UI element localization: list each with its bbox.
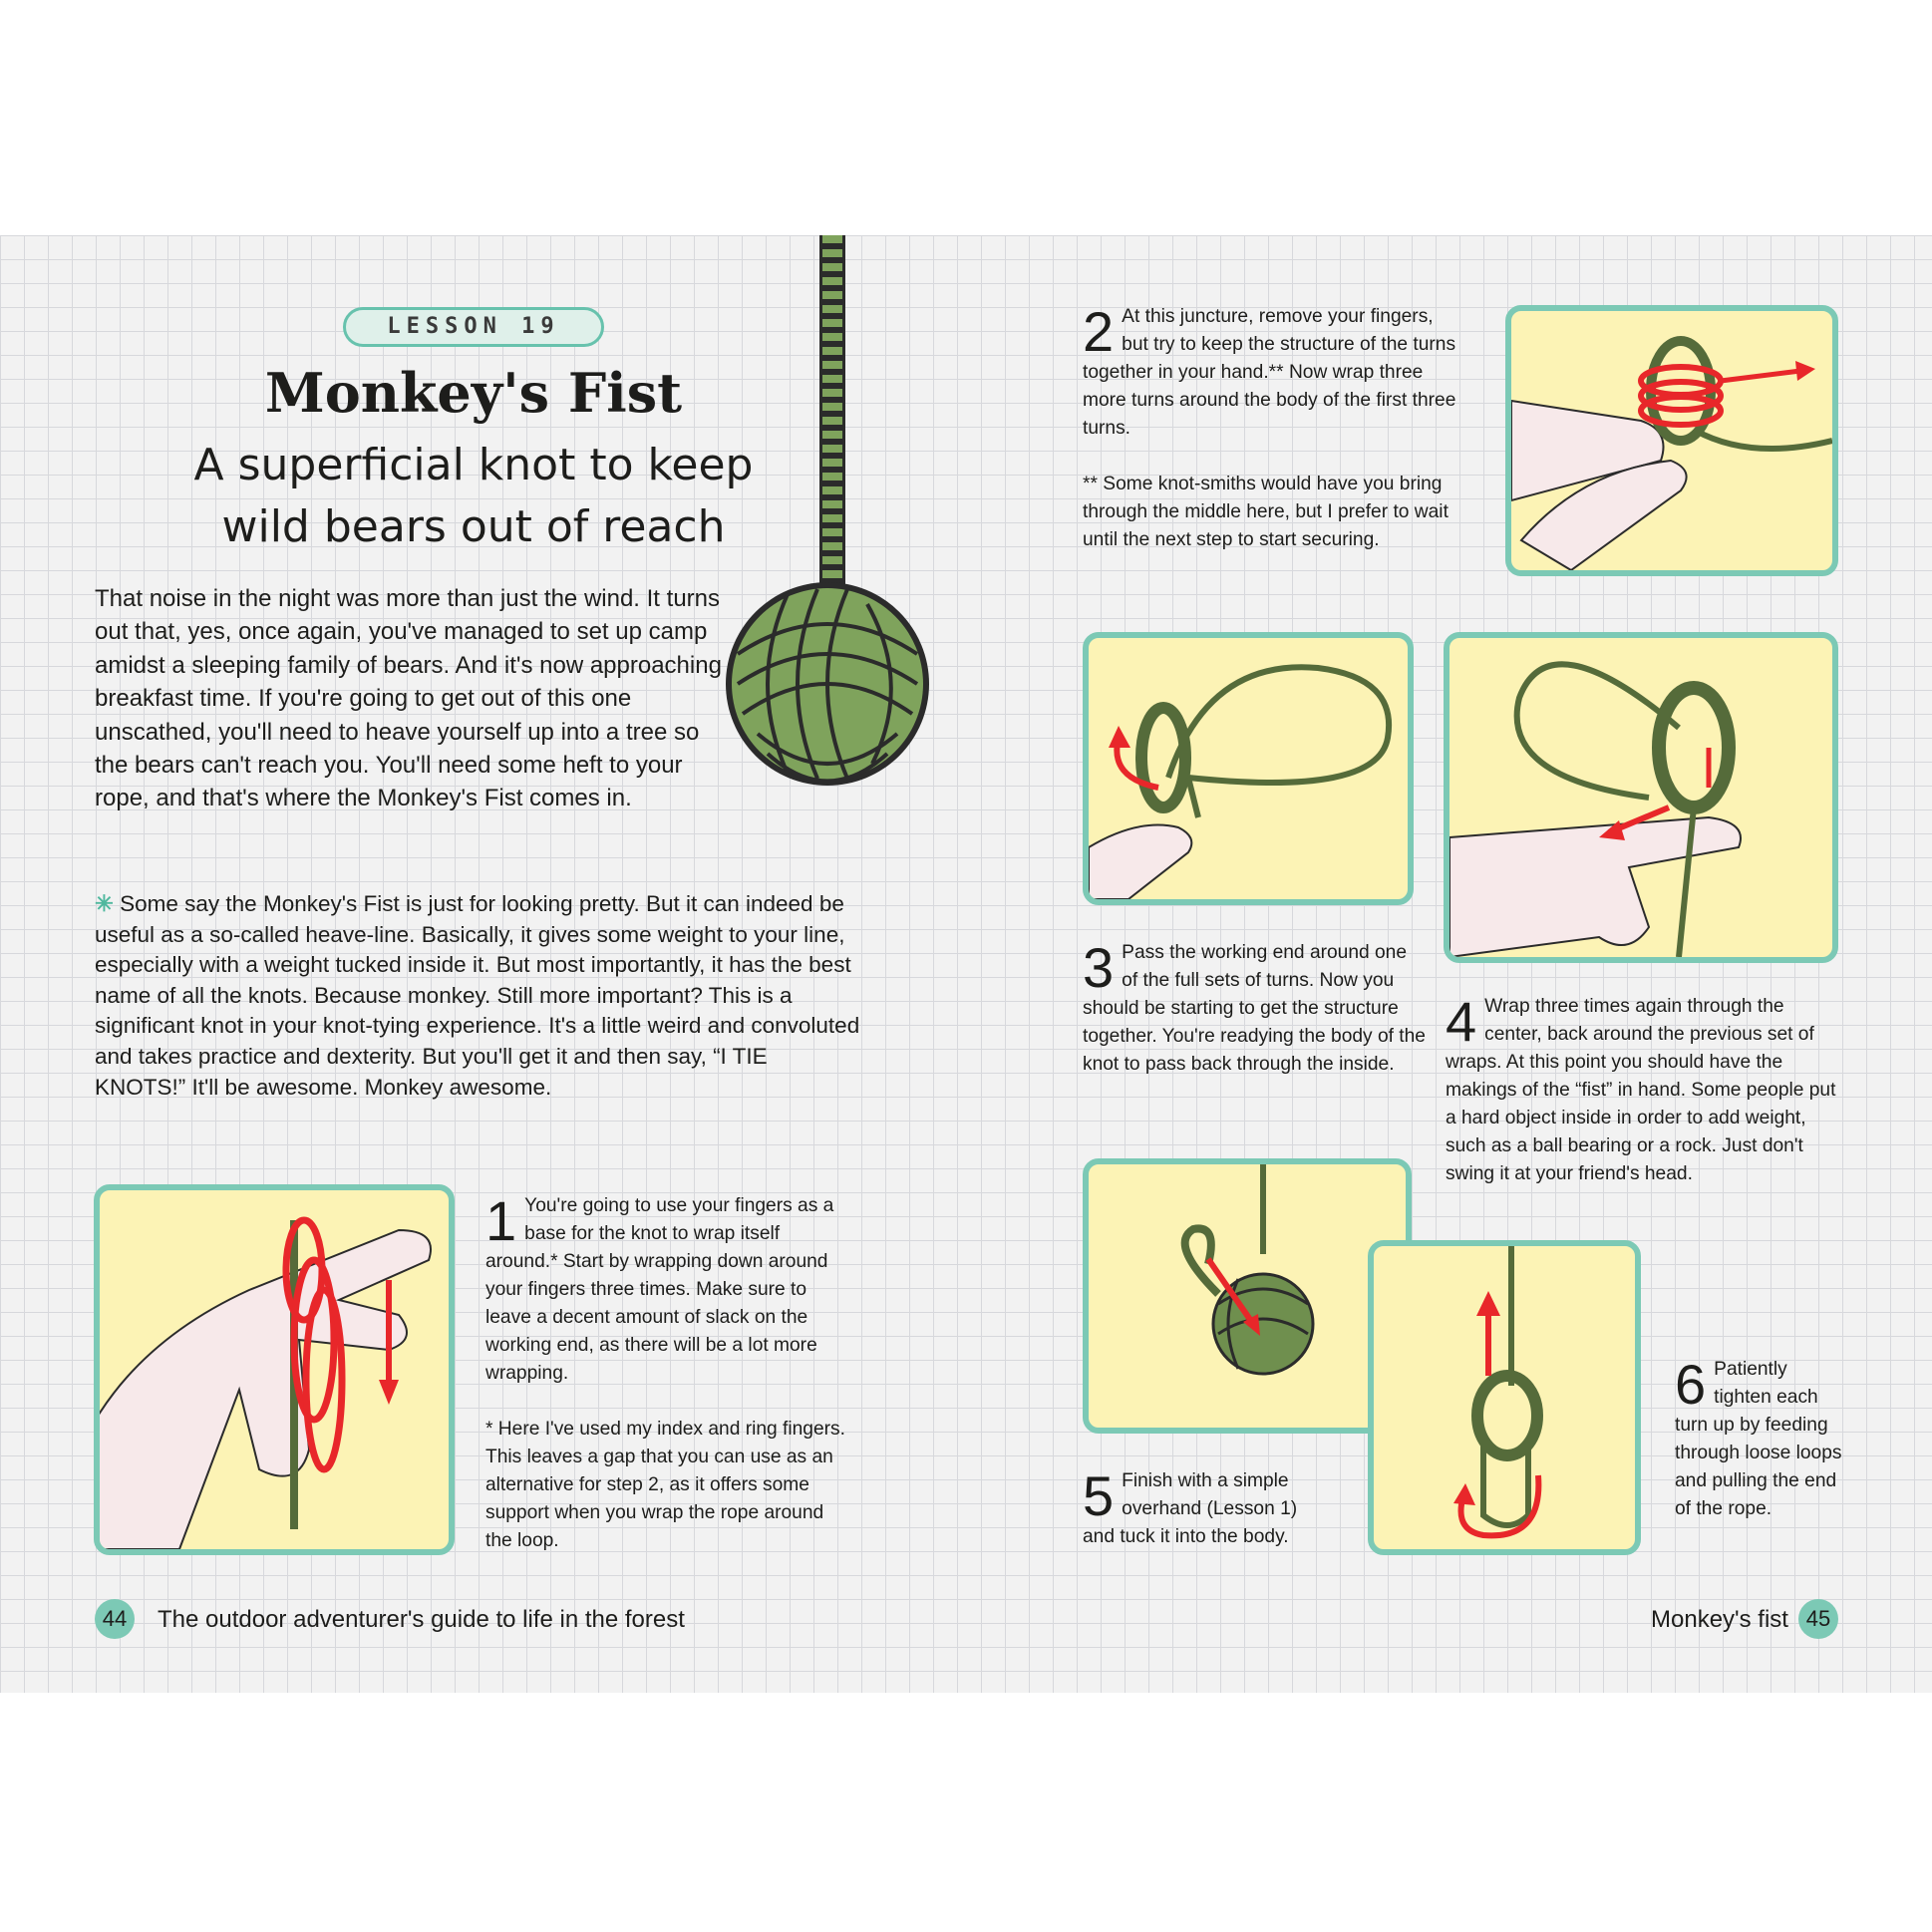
step-2-number: 2 [1083,300,1115,363]
step-1-note: * Here I've used my index and ring fingers. This leaves a gap that you can use as an alternative for step 2, as it offers some support when you wrap the rope around the loop. [485,1419,845,1551]
overhand-tuck-illustration [1089,1164,1406,1428]
step-2 [1083,300,1461,554]
step-5 [1083,1464,1332,1551]
step-4 [1446,990,1844,1188]
subtitle-line-2: wild bears out of reach [221,501,726,552]
step-2-note: ** Some knot-smiths would have you bring through the middle here, but I prefer to wait until the next step to start securing. [1083,474,1449,550]
step-3-text: Pass the working end around one of the full sets of turns. Now you should be starting to get the structure together. You're readying the body of the knot to pass back through the inside. [1083,942,1426,1075]
step-1-number: 1 [485,1189,517,1252]
step-5-illustration [1083,1158,1412,1434]
knot-turns-illustration [1511,311,1832,570]
step-6-illustration [1368,1240,1641,1555]
step-4-number: 4 [1446,990,1477,1053]
wrap-center-illustration [1449,638,1832,957]
right-running-footer: Monkey's fist [1651,1606,1788,1633]
step-3-number: 3 [1083,936,1115,999]
step-1-illustration [94,1184,455,1555]
step-4-illustration [1444,632,1838,963]
tighten-illustration [1374,1246,1635,1549]
step-6 [1675,1353,1844,1523]
step-1 [485,1189,854,1555]
right-page-number: 45 [1798,1599,1838,1639]
intro-paragraph: That noise in the night was more than just the wind. It turns out that, yes, once again, you've managed to set up camp amidst a sleeping family of bears. And it's now approaching breakfast time. If you're going to get out of this one unscathed, you'll need to heave yourself up into a tree so the bears can't reach you. You'll need some heft to your rope, and that's where the Monkey's Fist comes in. [95,585,722,812]
aside-paragraph [95,889,862,1103]
pass-working-end-illustration [1089,638,1408,899]
step-2-illustration [1505,305,1838,576]
step-3-illustration [1083,632,1414,905]
lesson-label: LESSON 19 [343,307,604,347]
aside-text: Some say the Monkey's Fist is just for looking pretty. But it can indeed be useful as a so-called heave-line. Basically, it gives some weight to your line, especially with a weight tucked inside it. But most importantly, it has the best name of all the knots. Because monkey. Still more important? This is a significant knot in your knot-tying experience. It's a little weird and convoluted and takes practice and dexterity. But you'll get it and then say, “I TIE KNOTS!” It'll be awesome. Monkey awesome. [95,891,860,1100]
subtitle-line-1: A superficial knot to keep [193,440,754,490]
left-running-footer: The outdoor adventurer's guide to life in the forest [158,1606,685,1633]
step-5-text: Finish with a simple overhand (Lesson 1) and tuck it into the body. [1083,1470,1298,1547]
page-subtitle [150,435,798,558]
step-6-number: 6 [1675,1353,1707,1416]
step-4-text: Wrap three times again through the center, back around the previous set of wraps. At this point you should have the makings of the “fist” in hand. Some people put a hard object inside in order to add weight, such as a ball bearing or a rock. Just don't swing it at your friend's head. [1446,996,1836,1184]
hand-wrap-illustration [100,1190,449,1549]
burst-icon: ✳ [95,891,114,916]
step-6-text: Patiently tighten each turn up by feeding through loose loops and pulling the end of the rope. [1675,1359,1842,1519]
step-1-text: You're going to use your fingers as a base for the knot to wrap itself around.* Start by wrapping down around your fingers three times. Make sure to leave a decent amount of slack on the working end, as there will be a lot more wrapping. [485,1195,834,1384]
page-title: Monkey's Fist [264,361,683,425]
left-page-number: 44 [95,1599,135,1639]
step-2-text: At this juncture, remove your fingers, but try to keep the structure of the turns together in your hand.** Now wrap three more turns around the body of the first three turns. [1083,306,1456,439]
step-3 [1083,936,1427,1079]
step-5-number: 5 [1083,1464,1115,1527]
